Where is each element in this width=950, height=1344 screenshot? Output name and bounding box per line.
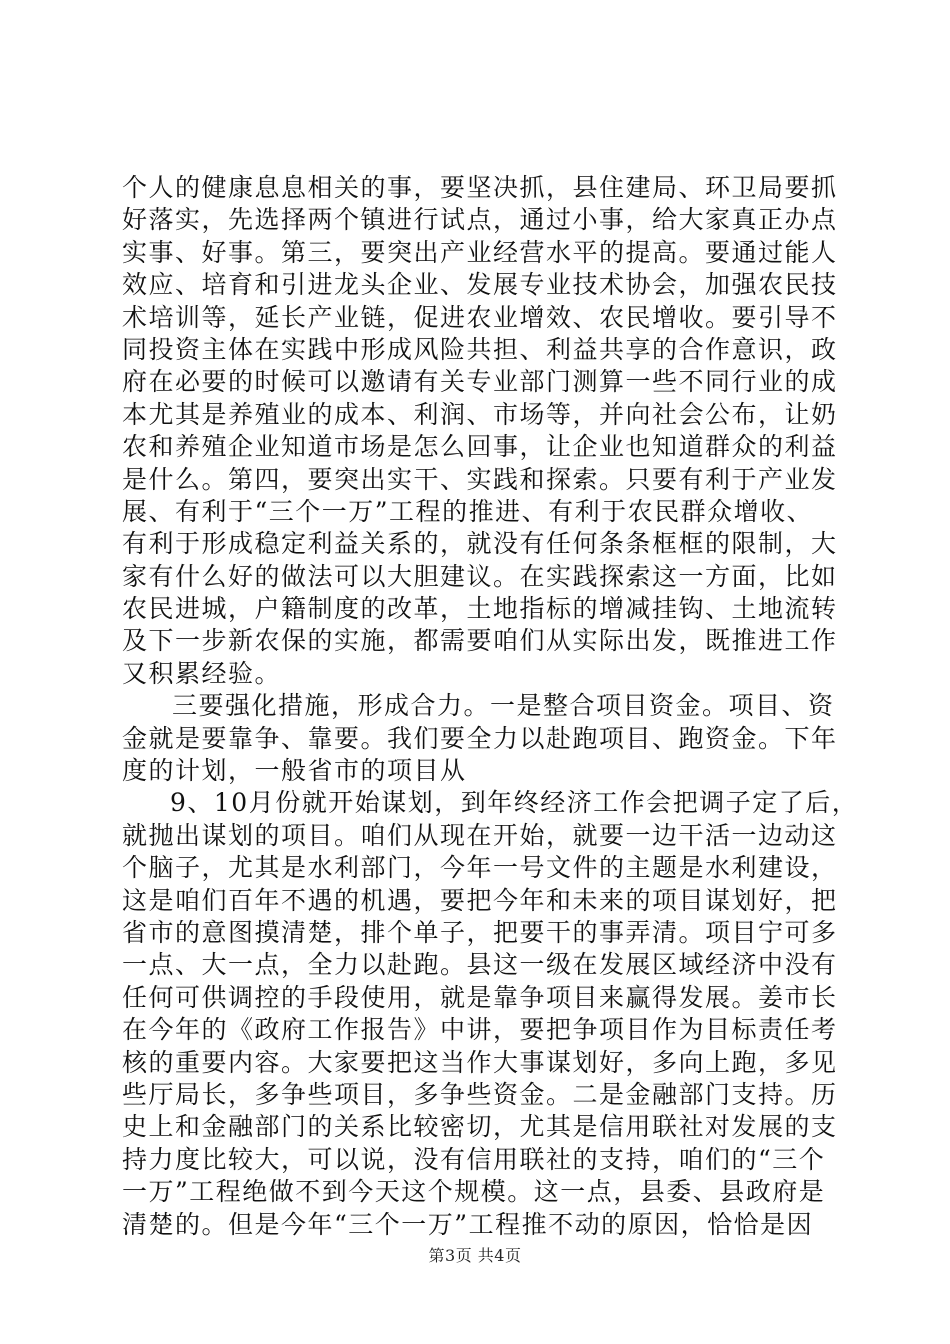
text-line: 个脑子，尤其是水利部门，今年一号文件的主题是水利建设， — [122, 853, 838, 883]
text-line: 史上和金融部门的关系比较密切，尤其是信用联社对发展的支 — [122, 1112, 838, 1142]
text-line: 省市的意图摸清楚，排个单子，把要干的事弄清。项目宁可多 — [122, 917, 838, 947]
text-line: 农民进城，户籍制度的改革，土地指标的增减挂钩、土地流转 — [122, 594, 838, 624]
page-number-footer: 第3页 共4页 — [428, 1246, 522, 1265]
text-line: 展、有利于“三个一万”工程的推进、有利于农民群众增收、 — [122, 496, 814, 526]
text-line: 这是咱们百年不遇的机遇，要把今年和未来的项目谋划好，把 — [122, 885, 838, 915]
text-line: 好落实，先选择两个镇进行试点，通过小事，给大家真正办点 — [122, 205, 838, 235]
text-line: 任何可供调控的手段使用，就是靠争项目来赢得发展。姜市长 — [122, 982, 838, 1012]
text-line: 清楚的。但是今年“三个一万”工程推不动的原因，恰恰是因 — [122, 1209, 814, 1239]
text-line: 本尤其是养殖业的成本、利润、市场等，并向社会公布，让奶 — [122, 399, 838, 429]
text-line: 术培训等，延长产业链，促进农业增效、农民增收。要引导不 — [122, 302, 838, 332]
paragraph-start-line: 三要强化措施，形成合力。一是整合项目资金。项目、资 — [172, 691, 835, 721]
text-line: 些厅局长，多争些项目，多争些资金。二是金融部门支持。历 — [122, 1079, 838, 1109]
text-line: 一万”工程绝做不到今天这个规模。这一点，县委、县政府是 — [122, 1177, 826, 1207]
text-line: 又积累经验。 — [122, 658, 282, 688]
text-line: 实事、好事。第三，要突出产业经营水平的提高。要通过能人 — [122, 237, 838, 267]
text-line: 及下一步新农保的实施，都需要咱们从实际出发，既推进工作 — [122, 626, 838, 656]
text-line: 持力度比较大，可以说，没有信用联社的支持，咱们的“三个 — [122, 1144, 826, 1174]
text-line: 在今年的《政府工作报告》中讲，要把争项目作为目标责任考 — [122, 1015, 838, 1045]
text-line: 有利于形成稳定利益关系的，就没有任何条条框框的限制，大 — [122, 529, 838, 559]
text-line: 农和养殖企业知道市场是怎么回事，让企业也知道群众的利益 — [122, 432, 838, 462]
text-line: 家有什么好的做法可以大胆建议。在实践探索这一方面，比如 — [122, 561, 838, 591]
text-line: 个人的健康息息相关的事，要坚决抓，县住建局、环卫局要抓 — [122, 173, 838, 202]
paragraph-start-line: 9、10月份就开始谋划，到年终经济工作会把调子定了后， — [170, 788, 859, 818]
text-line: 金就是要靠争、靠要。我们要全力以赴跑项目、跑资金。下年 — [122, 723, 838, 753]
text-line: 是什么。第四，要突出实干、实践和探索。只要有利于产业发 — [122, 464, 838, 494]
text-line: 就抛出谋划的项目。咱们从现在开始，就要一边干活一边动这 — [122, 820, 838, 850]
text-line: 府在必要的时候可以邀请有关专业部门测算一些不同行业的成 — [122, 367, 838, 397]
text-line: 效应、培育和引进龙头企业、发展专业技术协会，加强农民技 — [122, 270, 838, 300]
text-line: 度的计划，一般省市的项目从 — [122, 756, 467, 786]
text-line: 一点、大一点，全力以赴跑。县这一级在发展区域经济中没有 — [122, 950, 838, 980]
text-line: 核的重要内容。大家要把这当作大事谋划好，多向上跑，多见 — [122, 1047, 838, 1077]
body-text — [122, 172, 859, 1241]
text-line: 同投资主体在实践中形成风险共担、利益共享的合作意识，政 — [122, 334, 838, 364]
